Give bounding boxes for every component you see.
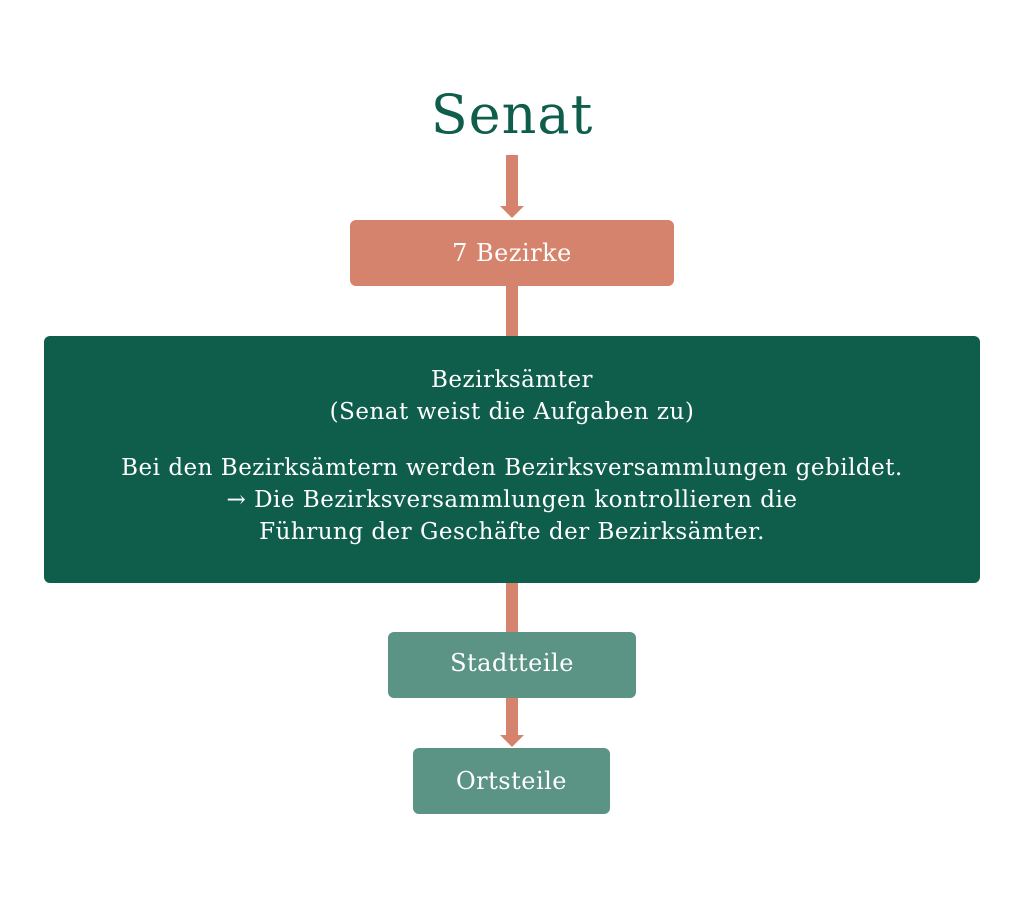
bezirksaemter-gap (44, 428, 980, 452)
bezirksaemter-box (44, 336, 980, 583)
bezirke-label: 7 Bezirke (452, 239, 572, 267)
stadtteile-box (388, 632, 636, 698)
arrowhead-stadtteile-ortsteile (500, 735, 524, 747)
connector-senat-bezirke (506, 155, 518, 207)
connector-aemter-stadtteile (506, 583, 518, 632)
diagram-title: Senat (430, 83, 594, 146)
bezirksaemter-heading: Bezirksämter (430, 367, 594, 393)
bezirksaemter-text-line-2: → Die Bezirksversammlungen kontrollieren die (226, 487, 798, 513)
ortsteile-box (413, 748, 610, 814)
connector-stadtteile-ortsteile (506, 698, 518, 736)
stadtteile-label: Stadtteile (450, 649, 574, 677)
bezirksaemter-subheading: (Senat weist die Aufgaben zu) (329, 399, 695, 425)
bezirksaemter-text-line-3: Führung der Geschäfte der Bezirksämter. (259, 519, 765, 545)
ortsteile-label: Ortsteile (455, 767, 567, 795)
bezirksaemter-text-line-1: Bei den Bezirksämtern werden Bezirksversammlungen gebildet. (121, 455, 903, 481)
bezirke-box (350, 220, 674, 286)
arrowhead-senat-bezirke (500, 206, 524, 218)
connector-bezirke-aemter (506, 286, 518, 336)
